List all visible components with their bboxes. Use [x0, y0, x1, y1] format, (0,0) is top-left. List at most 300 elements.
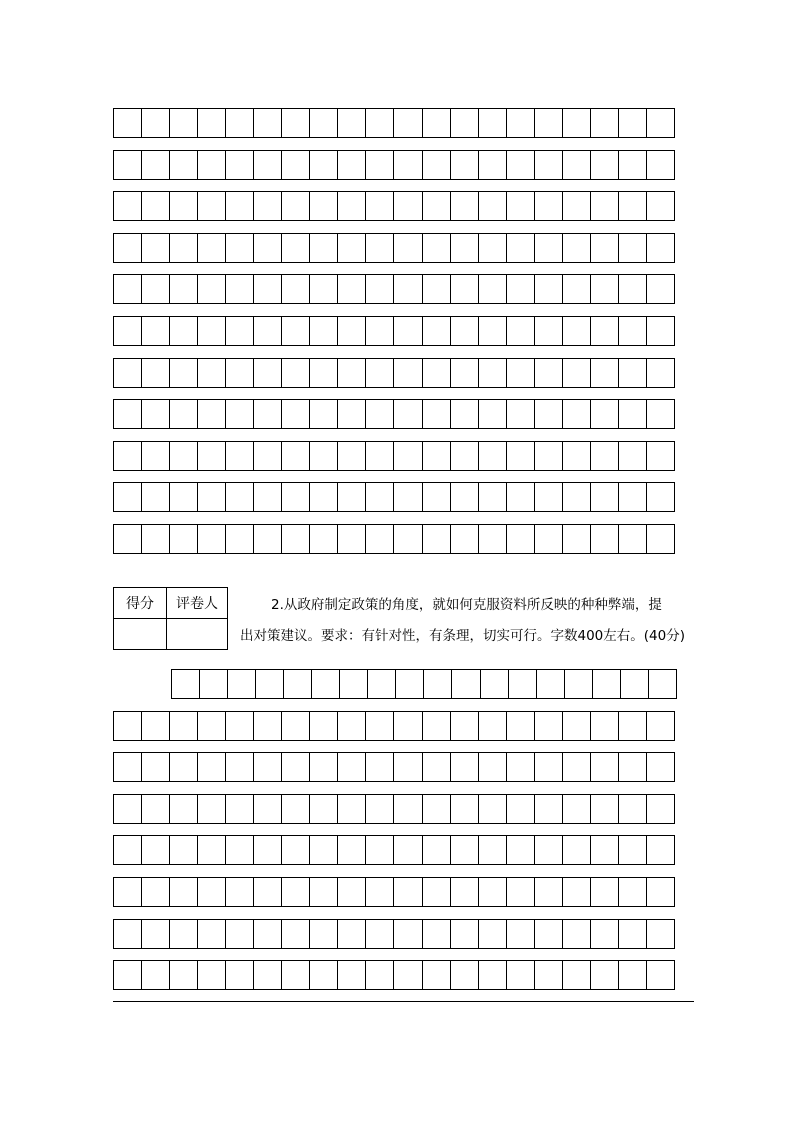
- grid-cell[interactable]: [337, 524, 366, 554]
- grid-cell[interactable]: [197, 191, 226, 221]
- grid-cell[interactable]: [253, 960, 282, 990]
- grid-cell[interactable]: [197, 358, 226, 388]
- grid-cell[interactable]: [141, 482, 170, 512]
- grid-cell[interactable]: [646, 191, 675, 221]
- grid-cell[interactable]: [253, 399, 282, 429]
- grid-cell[interactable]: [309, 441, 338, 471]
- grid-cell[interactable]: [562, 482, 591, 512]
- grid-cell[interactable]: [225, 877, 254, 907]
- grid-cell[interactable]: [281, 274, 310, 304]
- grid-cell[interactable]: [646, 877, 675, 907]
- grid-cell[interactable]: [337, 191, 366, 221]
- grid-cell[interactable]: [562, 150, 591, 180]
- grid-cell[interactable]: [281, 877, 310, 907]
- grid-cell[interactable]: [365, 108, 394, 138]
- grid-cell[interactable]: [478, 960, 507, 990]
- grid-cell[interactable]: [395, 669, 424, 699]
- grid-cell[interactable]: [534, 482, 563, 512]
- grid-cell[interactable]: [450, 274, 479, 304]
- grid-cell[interactable]: [337, 441, 366, 471]
- grid-cell[interactable]: [365, 482, 394, 512]
- grid-cell[interactable]: [422, 524, 451, 554]
- grid-cell[interactable]: [534, 711, 563, 741]
- grid-cell[interactable]: [367, 669, 396, 699]
- grid-cell[interactable]: [337, 877, 366, 907]
- grid-cell[interactable]: [337, 960, 366, 990]
- grid-cell[interactable]: [113, 794, 142, 824]
- grid-cell[interactable]: [141, 399, 170, 429]
- grid-cell[interactable]: [253, 919, 282, 949]
- grid-cell[interactable]: [506, 752, 535, 782]
- grid-cell[interactable]: [141, 835, 170, 865]
- grid-cell[interactable]: [590, 399, 619, 429]
- grid-cell[interactable]: [113, 399, 142, 429]
- grid-cell[interactable]: [169, 399, 198, 429]
- grid-cell[interactable]: [506, 524, 535, 554]
- grid-cell[interactable]: [281, 441, 310, 471]
- grid-cell[interactable]: [506, 191, 535, 221]
- grid-cell[interactable]: [506, 358, 535, 388]
- grid-cell[interactable]: [590, 835, 619, 865]
- grid-cell[interactable]: [506, 919, 535, 949]
- grid-cell[interactable]: [365, 711, 394, 741]
- grid-cell[interactable]: [646, 441, 675, 471]
- grid-cell[interactable]: [534, 316, 563, 346]
- grid-cell[interactable]: [646, 794, 675, 824]
- grid-cell[interactable]: [590, 960, 619, 990]
- grid-cell[interactable]: [478, 399, 507, 429]
- grid-cell[interactable]: [197, 441, 226, 471]
- grid-cell[interactable]: [422, 150, 451, 180]
- grid-cell[interactable]: [646, 919, 675, 949]
- grid-cell[interactable]: [478, 358, 507, 388]
- grid-cell[interactable]: [253, 274, 282, 304]
- grid-cell[interactable]: [339, 669, 368, 699]
- grid-cell[interactable]: [141, 524, 170, 554]
- grid-cell[interactable]: [590, 108, 619, 138]
- grid-cell[interactable]: [422, 233, 451, 263]
- grid-cell[interactable]: [253, 108, 282, 138]
- grid-cell[interactable]: [450, 358, 479, 388]
- grid-cell[interactable]: [197, 399, 226, 429]
- grid-cell[interactable]: [309, 191, 338, 221]
- grid-cell[interactable]: [169, 233, 198, 263]
- grid-cell[interactable]: [562, 794, 591, 824]
- grid-cell[interactable]: [113, 835, 142, 865]
- grid-cell[interactable]: [169, 108, 198, 138]
- grid-cell[interactable]: [225, 358, 254, 388]
- grid-cell[interactable]: [253, 233, 282, 263]
- grid-cell[interactable]: [169, 441, 198, 471]
- grid-cell[interactable]: [197, 150, 226, 180]
- grid-cell[interactable]: [225, 960, 254, 990]
- grid-cell[interactable]: [113, 358, 142, 388]
- grid-cell[interactable]: [225, 274, 254, 304]
- grid-cell[interactable]: [422, 711, 451, 741]
- grid-cell[interactable]: [506, 482, 535, 512]
- grid-cell[interactable]: [478, 274, 507, 304]
- grid-cell[interactable]: [646, 108, 675, 138]
- grid-cell[interactable]: [255, 669, 284, 699]
- grid-cell[interactable]: [646, 233, 675, 263]
- grid-cell[interactable]: [281, 711, 310, 741]
- grid-cell[interactable]: [393, 524, 422, 554]
- grid-cell[interactable]: [253, 752, 282, 782]
- grid-cell[interactable]: [171, 669, 200, 699]
- grid-cell[interactable]: [113, 752, 142, 782]
- grid-cell[interactable]: [478, 316, 507, 346]
- grid-cell[interactable]: [365, 191, 394, 221]
- grid-cell[interactable]: [422, 794, 451, 824]
- grid-cell[interactable]: [592, 669, 621, 699]
- grid-cell[interactable]: [534, 399, 563, 429]
- grid-cell[interactable]: [113, 191, 142, 221]
- grid-cell[interactable]: [478, 482, 507, 512]
- grid-cell[interactable]: [618, 274, 647, 304]
- grid-cell[interactable]: [393, 108, 422, 138]
- grid-cell[interactable]: [534, 233, 563, 263]
- grid-cell[interactable]: [141, 441, 170, 471]
- grid-cell[interactable]: [648, 669, 677, 699]
- grid-cell[interactable]: [393, 919, 422, 949]
- grid-cell[interactable]: [281, 794, 310, 824]
- grid-cell[interactable]: [562, 877, 591, 907]
- grid-cell[interactable]: [393, 274, 422, 304]
- grid-cell[interactable]: [309, 316, 338, 346]
- grid-cell[interactable]: [225, 441, 254, 471]
- grid-cell[interactable]: [141, 150, 170, 180]
- grid-cell[interactable]: [422, 482, 451, 512]
- grid-cell[interactable]: [393, 150, 422, 180]
- grid-cell[interactable]: [562, 441, 591, 471]
- grid-cell[interactable]: [337, 752, 366, 782]
- grid-cell[interactable]: [618, 482, 647, 512]
- grid-cell[interactable]: [450, 960, 479, 990]
- grid-cell[interactable]: [225, 150, 254, 180]
- grid-cell[interactable]: [618, 524, 647, 554]
- grid-cell[interactable]: [590, 877, 619, 907]
- grid-cell[interactable]: [534, 358, 563, 388]
- grid-cell[interactable]: [365, 274, 394, 304]
- grid-cell[interactable]: [309, 711, 338, 741]
- grid-cell[interactable]: [365, 150, 394, 180]
- grid-cell[interactable]: [618, 150, 647, 180]
- grid-cell[interactable]: [618, 752, 647, 782]
- grid-cell[interactable]: [393, 835, 422, 865]
- grid-cell[interactable]: [197, 877, 226, 907]
- grid-cell[interactable]: [113, 524, 142, 554]
- grid-cell[interactable]: [169, 794, 198, 824]
- grid-cell[interactable]: [506, 794, 535, 824]
- grid-cell[interactable]: [590, 233, 619, 263]
- grid-cell[interactable]: [169, 877, 198, 907]
- grid-cell[interactable]: [169, 752, 198, 782]
- grid-cell[interactable]: [562, 108, 591, 138]
- grid-cell[interactable]: [309, 358, 338, 388]
- grid-cell[interactable]: [253, 316, 282, 346]
- grid-cell[interactable]: [309, 274, 338, 304]
- grid-cell[interactable]: [562, 274, 591, 304]
- grid-cell[interactable]: [281, 524, 310, 554]
- grid-cell[interactable]: [365, 752, 394, 782]
- grid-cell[interactable]: [423, 669, 452, 699]
- grid-cell[interactable]: [365, 877, 394, 907]
- grid-cell[interactable]: [590, 752, 619, 782]
- grid-cell[interactable]: [365, 524, 394, 554]
- grid-cell[interactable]: [197, 233, 226, 263]
- grid-cell[interactable]: [337, 835, 366, 865]
- grid-cell[interactable]: [309, 794, 338, 824]
- grid-cell[interactable]: [590, 711, 619, 741]
- grid-cell[interactable]: [562, 399, 591, 429]
- grid-cell[interactable]: [365, 399, 394, 429]
- grid-cell[interactable]: [253, 835, 282, 865]
- grid-cell[interactable]: [393, 960, 422, 990]
- grid-cell[interactable]: [169, 524, 198, 554]
- grid-cell[interactable]: [309, 877, 338, 907]
- grid-cell[interactable]: [478, 711, 507, 741]
- grid-cell[interactable]: [393, 316, 422, 346]
- grid-cell[interactable]: [141, 794, 170, 824]
- grid-cell[interactable]: [618, 191, 647, 221]
- grid-cell[interactable]: [281, 233, 310, 263]
- grid-cell[interactable]: [590, 274, 619, 304]
- grid-cell[interactable]: [365, 358, 394, 388]
- grid-cell[interactable]: [618, 877, 647, 907]
- grid-cell[interactable]: [478, 794, 507, 824]
- grid-cell[interactable]: [253, 877, 282, 907]
- grid-cell[interactable]: [337, 316, 366, 346]
- grid-cell[interactable]: [197, 752, 226, 782]
- grid-cell[interactable]: [141, 316, 170, 346]
- grid-cell[interactable]: [618, 399, 647, 429]
- grid-cell[interactable]: [618, 960, 647, 990]
- grid-cell[interactable]: [618, 835, 647, 865]
- grid-cell[interactable]: [450, 316, 479, 346]
- grid-cell[interactable]: [478, 524, 507, 554]
- grid-cell[interactable]: [197, 274, 226, 304]
- grid-cell[interactable]: [422, 960, 451, 990]
- grid-cell[interactable]: [506, 441, 535, 471]
- grid-cell[interactable]: [646, 960, 675, 990]
- grid-cell[interactable]: [450, 794, 479, 824]
- grid-cell[interactable]: [478, 108, 507, 138]
- grid-cell[interactable]: [225, 524, 254, 554]
- grid-cell[interactable]: [536, 669, 565, 699]
- grid-cell[interactable]: [337, 399, 366, 429]
- grid-cell[interactable]: [281, 752, 310, 782]
- grid-cell[interactable]: [422, 274, 451, 304]
- grid-cell[interactable]: [169, 711, 198, 741]
- grid-cell[interactable]: [590, 794, 619, 824]
- grid-cell[interactable]: [113, 108, 142, 138]
- grid-cell[interactable]: [620, 669, 649, 699]
- grid-cell[interactable]: [281, 150, 310, 180]
- grid-cell[interactable]: [365, 441, 394, 471]
- grid-cell[interactable]: [478, 441, 507, 471]
- grid-cell[interactable]: [506, 399, 535, 429]
- grid-cell[interactable]: [422, 752, 451, 782]
- grid-cell[interactable]: [618, 794, 647, 824]
- grid-cell[interactable]: [506, 274, 535, 304]
- grid-cell[interactable]: [169, 316, 198, 346]
- grid-cell[interactable]: [646, 711, 675, 741]
- grid-cell[interactable]: [141, 233, 170, 263]
- grid-cell[interactable]: [337, 919, 366, 949]
- grid-cell[interactable]: [618, 919, 647, 949]
- grid-cell[interactable]: [169, 191, 198, 221]
- grid-cell[interactable]: [562, 524, 591, 554]
- grid-cell[interactable]: [283, 669, 312, 699]
- grid-cell[interactable]: [422, 835, 451, 865]
- grid-cell[interactable]: [534, 877, 563, 907]
- grid-cell[interactable]: [646, 752, 675, 782]
- grid-cell[interactable]: [646, 358, 675, 388]
- grid-cell[interactable]: [480, 669, 509, 699]
- grid-cell[interactable]: [281, 358, 310, 388]
- grid-cell[interactable]: [450, 399, 479, 429]
- grid-cell[interactable]: [365, 794, 394, 824]
- grid-cell[interactable]: [113, 960, 142, 990]
- grid-cell[interactable]: [141, 877, 170, 907]
- grid-cell[interactable]: [562, 316, 591, 346]
- grid-cell[interactable]: [281, 482, 310, 512]
- grid-cell[interactable]: [281, 191, 310, 221]
- grid-cell[interactable]: [253, 482, 282, 512]
- grid-cell[interactable]: [562, 919, 591, 949]
- grid-cell[interactable]: [197, 835, 226, 865]
- grid-cell[interactable]: [309, 752, 338, 782]
- grid-cell[interactable]: [253, 524, 282, 554]
- grid-cell[interactable]: [450, 233, 479, 263]
- grid-cell[interactable]: [197, 794, 226, 824]
- grid-cell[interactable]: [309, 482, 338, 512]
- grid-cell[interactable]: [618, 711, 647, 741]
- grid-cell[interactable]: [253, 441, 282, 471]
- grid-cell[interactable]: [113, 441, 142, 471]
- grid-cell[interactable]: [225, 316, 254, 346]
- grid-cell[interactable]: [309, 835, 338, 865]
- grid-cell[interactable]: [534, 524, 563, 554]
- grid-cell[interactable]: [450, 150, 479, 180]
- grid-cell[interactable]: [393, 233, 422, 263]
- grid-cell[interactable]: [422, 399, 451, 429]
- grid-cell[interactable]: [478, 919, 507, 949]
- grid-cell[interactable]: [450, 524, 479, 554]
- grid-cell[interactable]: [562, 191, 591, 221]
- grid-cell[interactable]: [646, 399, 675, 429]
- grid-cell[interactable]: [281, 108, 310, 138]
- grid-cell[interactable]: [393, 191, 422, 221]
- grid-cell[interactable]: [337, 711, 366, 741]
- grid-cell[interactable]: [225, 835, 254, 865]
- grid-cell[interactable]: [506, 711, 535, 741]
- grid-cell[interactable]: [225, 399, 254, 429]
- grid-cell[interactable]: [422, 919, 451, 949]
- grid-cell[interactable]: [197, 482, 226, 512]
- grid-cell[interactable]: [365, 960, 394, 990]
- grid-cell[interactable]: [590, 524, 619, 554]
- grid-cell[interactable]: [337, 358, 366, 388]
- grid-cell[interactable]: [227, 669, 256, 699]
- grid-cell[interactable]: [225, 233, 254, 263]
- grid-cell[interactable]: [646, 482, 675, 512]
- grid-cell[interactable]: [562, 752, 591, 782]
- grid-cell[interactable]: [618, 316, 647, 346]
- grid-cell[interactable]: [646, 150, 675, 180]
- grid-cell[interactable]: [113, 316, 142, 346]
- grid-cell[interactable]: [506, 960, 535, 990]
- grid-cell[interactable]: [506, 233, 535, 263]
- grid-cell[interactable]: [309, 919, 338, 949]
- grid-cell[interactable]: [225, 794, 254, 824]
- grid-cell[interactable]: [199, 669, 228, 699]
- grid-cell[interactable]: [393, 399, 422, 429]
- grid-cell[interactable]: [393, 877, 422, 907]
- grid-cell[interactable]: [365, 919, 394, 949]
- grid-cell[interactable]: [478, 233, 507, 263]
- grid-cell[interactable]: [450, 711, 479, 741]
- grid-cell[interactable]: [646, 274, 675, 304]
- grid-cell[interactable]: [337, 274, 366, 304]
- grid-cell[interactable]: [337, 108, 366, 138]
- grid-cell[interactable]: [253, 150, 282, 180]
- grid-cell[interactable]: [590, 358, 619, 388]
- grid-cell[interactable]: [141, 108, 170, 138]
- grid-cell[interactable]: [197, 960, 226, 990]
- grader-value[interactable]: [167, 619, 228, 650]
- grid-cell[interactable]: [506, 877, 535, 907]
- grid-cell[interactable]: [337, 233, 366, 263]
- grid-cell[interactable]: [450, 441, 479, 471]
- grid-cell[interactable]: [534, 191, 563, 221]
- grid-cell[interactable]: [534, 441, 563, 471]
- grid-cell[interactable]: [113, 274, 142, 304]
- grid-cell[interactable]: [646, 835, 675, 865]
- grid-cell[interactable]: [141, 752, 170, 782]
- grid-cell[interactable]: [197, 919, 226, 949]
- grid-cell[interactable]: [646, 524, 675, 554]
- grid-cell[interactable]: [197, 711, 226, 741]
- grid-cell[interactable]: [253, 711, 282, 741]
- grid-cell[interactable]: [225, 108, 254, 138]
- grid-cell[interactable]: [197, 524, 226, 554]
- grid-cell[interactable]: [534, 919, 563, 949]
- grid-cell[interactable]: [478, 191, 507, 221]
- grid-cell[interactable]: [393, 441, 422, 471]
- grid-cell[interactable]: [590, 150, 619, 180]
- grid-cell[interactable]: [450, 752, 479, 782]
- grid-cell[interactable]: [309, 150, 338, 180]
- grid-cell[interactable]: [393, 752, 422, 782]
- score-value[interactable]: [114, 619, 167, 650]
- grid-cell[interactable]: [562, 358, 591, 388]
- grid-cell[interactable]: [618, 108, 647, 138]
- grid-cell[interactable]: [113, 233, 142, 263]
- grid-cell[interactable]: [281, 960, 310, 990]
- grid-cell[interactable]: [506, 316, 535, 346]
- grid-cell[interactable]: [450, 191, 479, 221]
- grid-cell[interactable]: [478, 877, 507, 907]
- grid-cell[interactable]: [225, 752, 254, 782]
- grid-cell[interactable]: [534, 794, 563, 824]
- grid-cell[interactable]: [141, 191, 170, 221]
- grid-cell[interactable]: [646, 316, 675, 346]
- grid-cell[interactable]: [534, 960, 563, 990]
- grid-cell[interactable]: [197, 108, 226, 138]
- grid-cell[interactable]: [113, 919, 142, 949]
- grid-cell[interactable]: [113, 150, 142, 180]
